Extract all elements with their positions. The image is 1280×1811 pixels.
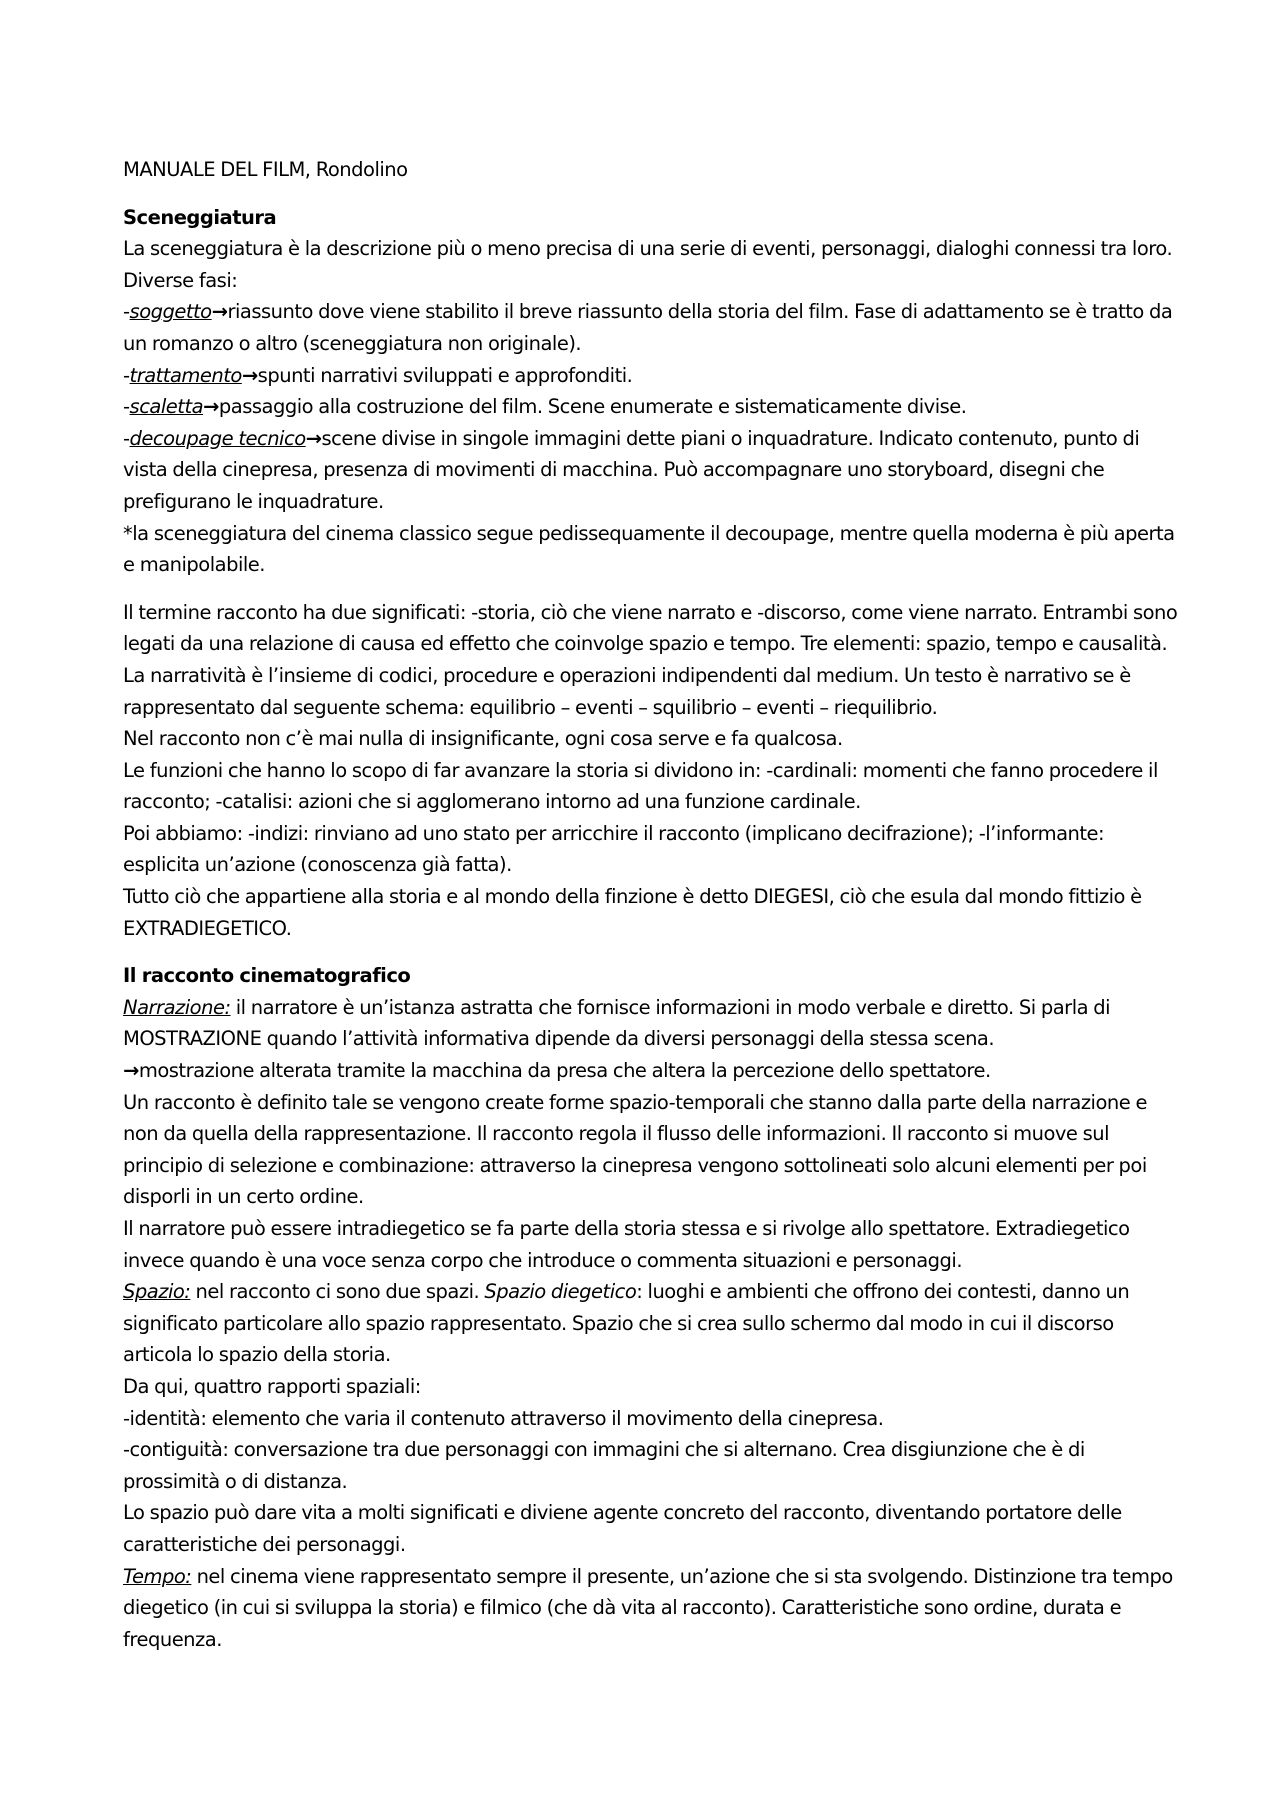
spazio-diegetico-term: Spazio diegetico xyxy=(484,1280,637,1304)
rapporti-intro: Da qui, quattro rapporti spaziali: xyxy=(123,1374,421,1398)
racconto-paragraph: Il termine racconto ha due significati: -storia, ciò che viene narrato e -discorso, come viene narrato. Entrambi sono legati da una relazione di causa ed effetto che coinvolge spazio e tempo. Tre elementi: spazio, tempo e causalità. xyxy=(123,600,1178,656)
document-title: MANUALE DEL FILM, Rondolino xyxy=(123,158,408,181)
tempo-paragraph xyxy=(123,1561,1178,1656)
sceneggiatura-note: *la sceneggiatura del cinema classico segue pedissequamente il decoupage, mentre quella moderna è più aperta e manipolabile. xyxy=(123,521,1175,577)
arrow-icon: → xyxy=(203,395,219,419)
narrativita-paragraph: La narratività è l’insieme di codici, procedure e operazioni indipendenti dal medium. Un testo è narrativo se è rappresentato dal seguente schema: equilibrio – eventi – squilibrio – eventi – riequilibrio. xyxy=(123,663,1131,719)
phase-soggetto: -soggetto→riassunto dove viene stabilito il breve riassunto della storia del film. Fase di adattamento se è tratto da un romanzo o altro (sceneggiatura non originale). xyxy=(123,300,1173,355)
spazio-paragraph xyxy=(123,1276,1178,1371)
tempo-label: Tempo: xyxy=(123,1564,192,1588)
spazio-label: Spazio: xyxy=(123,1280,191,1304)
narrazione-paragraph xyxy=(123,992,1178,1055)
phase-term: trattamento xyxy=(129,363,242,387)
phase-scaletta: -scaletta→passaggio alla costruzione del film. Scene enumerate e sistematicamente divise. xyxy=(123,395,967,419)
identita-item: -identità: elemento che varia il contenuto attraverso il movimento della cinepresa. xyxy=(123,1406,884,1430)
sceneggiatura-intro: La sceneggiatura è la descrizione più o meno precisa di una serie di eventi, personaggi, dialoghi connessi tra loro. Diverse fasi: xyxy=(123,237,1173,292)
phase-text: scene divise in singole immagini dette piani o inquadrature. Indicato contenuto, punto di vista della cinepresa, presenza di movimenti di macchina. Può accompagnare uno storyboard, disegni che prefigurano le inquadrature. xyxy=(123,426,1140,513)
phase-trattamento: -trattamento→spunti narrativi sviluppati e approfonditi. xyxy=(123,363,633,387)
spazio-text-1: nel racconto ci sono due spazi. xyxy=(190,1280,485,1304)
arrow-icon: → xyxy=(305,426,322,450)
insignificante-paragraph: Nel racconto non c’è mai nulla di insignificante, ogni cosa serve e fa qualcosa. xyxy=(123,727,843,751)
phase-decoupage: -decoupage tecnico→scene divise in singole immagini dette piani o inquadrature. Indicato contenuto, punto di vista della cinepresa, presenza di movimenti di macchina. Può accompagnare uno storyboard, disegni che prefigurano le inquadrature. xyxy=(123,426,1140,513)
phase-text: riassunto dove viene stabilito il breve riassunto della storia del film. Fase di adattamento se è tratto da un romanzo o altro (sceneggiatura non originale). xyxy=(123,300,1173,355)
section-heading-racconto-cinematografico: Il racconto cinematografico xyxy=(123,964,411,988)
phase-text: passaggio alla costruzione del film. Scene enumerate e sistematicamente divise. xyxy=(218,395,967,419)
arrow-icon: → xyxy=(241,363,258,387)
indizi-paragraph: Poi abbiamo: -indizi: rinviano ad uno stato per arricchire il racconto (implicano decifrazione); -l’informante: esplicita un’azione (conoscenza già fatta). xyxy=(123,821,1105,877)
spazio-text-2: : luoghi e ambienti che offrono dei contesti, danno un significato particolare allo spazio rappresentato. Spazio che si crea sullo schermo dal modo in cui il discorso articola lo spazio della storia. xyxy=(123,1280,1130,1367)
narratore-paragraph: Il narratore può essere intradiegetico se fa parte della storia stessa e si rivolge allo spettatore. Extradiegetico invece quando è una voce senza corpo che introduce o commenta situazioni e personaggi. xyxy=(123,1217,1130,1272)
narrazione-label: Narrazione: xyxy=(123,995,231,1019)
document-body xyxy=(123,154,1178,1655)
contiguita-item: -contiguità: conversazione tra due personaggi con immagini che si alternano. Crea disgiunzione che è di prossimità o di distanza. xyxy=(123,1438,1085,1493)
mostrazione-text: mostrazione alterata tramite la macchina da presa che altera la percezione dello spettatore. xyxy=(138,1059,991,1083)
phase-term: soggetto xyxy=(129,300,212,324)
section-heading-sceneggiatura: Sceneggiatura xyxy=(123,205,277,229)
diegesi-paragraph: Tutto ciò che appartiene alla storia e al mondo della finzione è detto DIEGESI, ciò che esula dal mondo fittizio è EXTRADIEGETICO. xyxy=(123,885,1142,940)
phase-text: spunti narrativi sviluppati e approfonditi. xyxy=(257,363,633,387)
spazio-vita-paragraph: Lo spazio può dare vita a molti significati e diviene agente concreto del racconto, diventando portatore delle caratteristiche dei personaggi. xyxy=(123,1501,1122,1556)
arrow-icon: → xyxy=(211,300,228,324)
racconto-definizione-paragraph: Un racconto è definito tale se vengono create forme spazio-temporali che stanno dalla parte della narrazione e non da quella della rappresentazione. Il racconto regola il flusso delle informazioni. Il racconto si muove sul principio di selezione e combinazione: attraverso la cinepresa vengono sottolineati solo alcuni elementi per poi disporli in un certo ordine. xyxy=(123,1090,1147,1209)
arrow-icon: → xyxy=(123,1059,139,1083)
narrazione-text: il narratore è un’istanza astratta che fornisce informazioni in modo verbale e diretto. Si parla di MOSTRAZIONE quando l’attività informativa dipende da diversi personaggi della stessa scena. xyxy=(123,995,1111,1051)
funzioni-paragraph: Le funzioni che hanno lo scopo di far avanzare la storia si dividono in: -cardinali: momenti che fanno procedere il racconto; -catalisi: azioni che si agglomerano intorno ad una funzione cardinale. xyxy=(123,758,1158,814)
phase-term: decoupage tecnico xyxy=(129,426,306,450)
mostrazione-line xyxy=(123,1055,1178,1087)
tempo-text: nel cinema viene rappresentato sempre il presente, un’azione che si sta svolgendo. Distinzione tra tempo diegetico (in cui si sviluppa la storia) e filmico (che dà vita al racconto). Caratteristiche sono ordine, durata e frequenza. xyxy=(123,1564,1173,1651)
phase-term: scaletta xyxy=(129,395,204,419)
